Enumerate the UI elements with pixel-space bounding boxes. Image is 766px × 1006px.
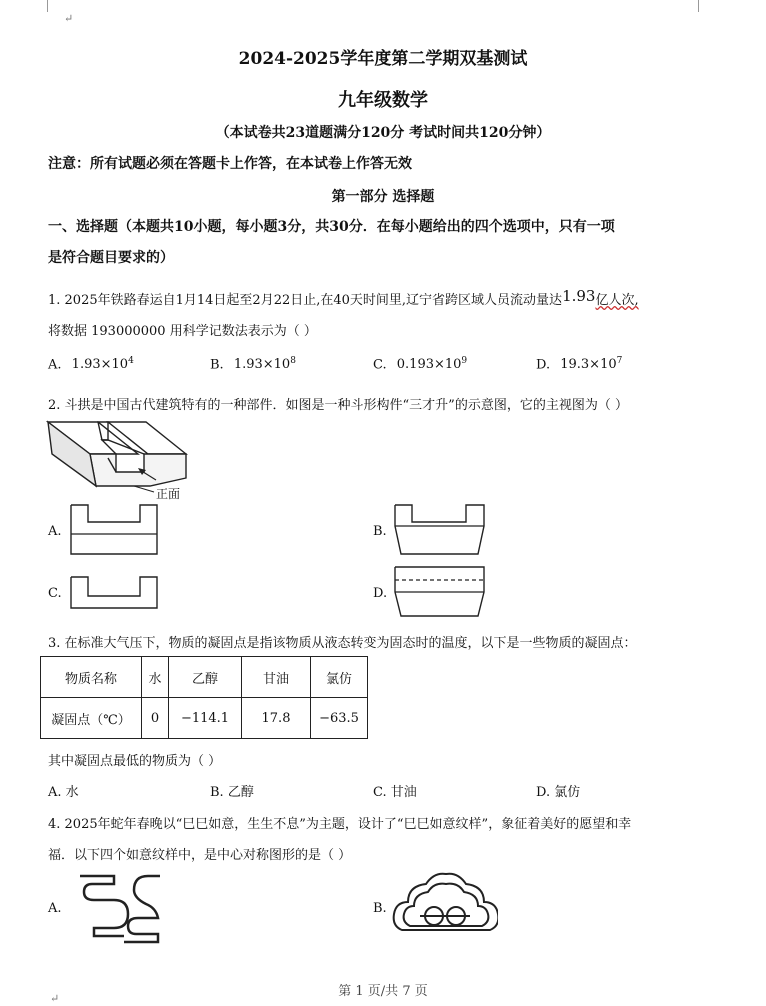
paragraph-mark-bottom: ↵: [50, 992, 60, 1005]
option-label: C.: [373, 357, 387, 373]
q1-option-c[interactable]: [373, 356, 467, 372]
front-label: 正面: [156, 487, 181, 501]
option-value: 0.193×10: [396, 357, 462, 373]
front-arrow-line: [134, 486, 154, 492]
option-value: 1.93×10: [233, 357, 291, 373]
q2-option-a-label[interactable]: A.: [48, 524, 62, 539]
q1-option-a[interactable]: [48, 356, 134, 372]
page-footer: 第 1 页/共 7 页: [338, 984, 428, 999]
q2-option-b-figure[interactable]: [394, 504, 486, 556]
table-cell: 物质名称: [41, 657, 142, 698]
q2-text: 2. 斗拱是中国古代建筑特有的一种部件．如图是一种斗形构件“三才升”的示意图，它的主视图为（ ）: [48, 398, 628, 413]
part-heading: 第一部分 选择题: [331, 189, 435, 205]
q1-option-d[interactable]: [536, 356, 622, 372]
q2-option-d-figure[interactable]: [394, 566, 486, 618]
option-value: 1.93×10: [71, 357, 129, 373]
option-value: 19.3×10: [560, 357, 617, 373]
q2-option-c-label[interactable]: C.: [48, 586, 62, 601]
table-cell: 0: [142, 698, 169, 739]
option-label: B.: [210, 357, 224, 373]
q1-text-line1: [48, 287, 639, 308]
table-cell: −114.1: [169, 698, 242, 739]
q4-option-b-pattern[interactable]: [392, 872, 498, 946]
exam-info: （本试卷共23道题满分120分 考试时间共120分钟）: [215, 125, 551, 141]
option-label: D.: [536, 357, 551, 373]
freezing-point-table: [40, 656, 368, 739]
q4-text-line1: 4. 2025年蛇年春晚以“巳巳如意，生生不息”为主题，设计了“巳巳如意纹样”，象征着美好的愿望和幸: [48, 817, 632, 832]
corner-mark-left: [47, 0, 48, 12]
q4-option-b-label[interactable]: B.: [373, 901, 387, 916]
option-label: A.: [48, 357, 62, 373]
exam-notice: 注意：所有试题必须在答题卡上作答，在本试卷上作答无效: [48, 156, 412, 172]
option-exponent: 7: [616, 356, 623, 366]
q1-unit: 亿人次,: [595, 293, 639, 308]
table-cell: 17.8: [242, 698, 311, 739]
q1-text: 1. 2025年铁路春运自1月14日起至2月22日止,在40天时间里,辽宁省跨区域人员流动量达: [48, 293, 563, 308]
q1-option-b[interactable]: [210, 356, 296, 372]
table-cell: 凝固点（℃）: [41, 698, 142, 739]
table-row: [41, 698, 368, 739]
q1-number: 1.93: [562, 287, 596, 305]
q4-text-line2: 福．以下四个如意纹样中，是中心对称图形的是（ ）: [48, 848, 352, 863]
table-cell: 甘油: [242, 657, 311, 698]
paragraph-mark: ↵: [64, 12, 74, 25]
q1-text-line2: 将数据 193000000 用科学记数法表示为（ ）: [48, 324, 317, 339]
exam-subject: 九年级数学: [338, 90, 428, 111]
section-heading-line1: 一、选择题（本题共10小题，每小题3分，共30分．在每小题给出的四个选项中，只有一项: [48, 219, 615, 235]
q3-option-c[interactable]: C. 甘油: [373, 785, 417, 800]
table-cell: 氯仿: [311, 657, 368, 698]
option-exponent: 8: [290, 356, 296, 366]
section-heading-line2: 是符合题目要求的）: [48, 250, 174, 266]
q3-text: 3. 在标准大气压下，物质的凝固点是指该物质从液态转变为固态时的温度，以下是一些物质的凝固点：: [48, 636, 637, 651]
table-cell: 水: [142, 657, 169, 698]
option-exponent: 9: [461, 356, 468, 366]
q4-option-a-pattern[interactable]: [74, 872, 164, 946]
corner-mark-right: [698, 0, 699, 12]
table-row: [41, 657, 368, 698]
table-cell: −63.5: [311, 698, 368, 739]
q3-option-d[interactable]: D. 氯仿: [536, 785, 581, 800]
q3-question: 其中凝固点最低的物质为（ ）: [48, 754, 222, 769]
q2-option-d-label[interactable]: D.: [373, 586, 388, 601]
q2-option-b-label[interactable]: B.: [373, 524, 387, 539]
q3-option-b[interactable]: B. 乙醇: [210, 785, 254, 800]
q2-option-c-figure[interactable]: [70, 576, 160, 610]
front-arrow-icon: [136, 466, 160, 486]
q4-option-a-label[interactable]: A.: [48, 901, 62, 916]
option-exponent: 4: [128, 356, 134, 366]
exam-title: 2024-2025学年度第二学期双基测试: [238, 49, 528, 69]
q2-option-a-figure[interactable]: [70, 504, 160, 556]
table-cell: 乙醇: [169, 657, 242, 698]
q3-option-a[interactable]: A. 水: [48, 785, 79, 800]
